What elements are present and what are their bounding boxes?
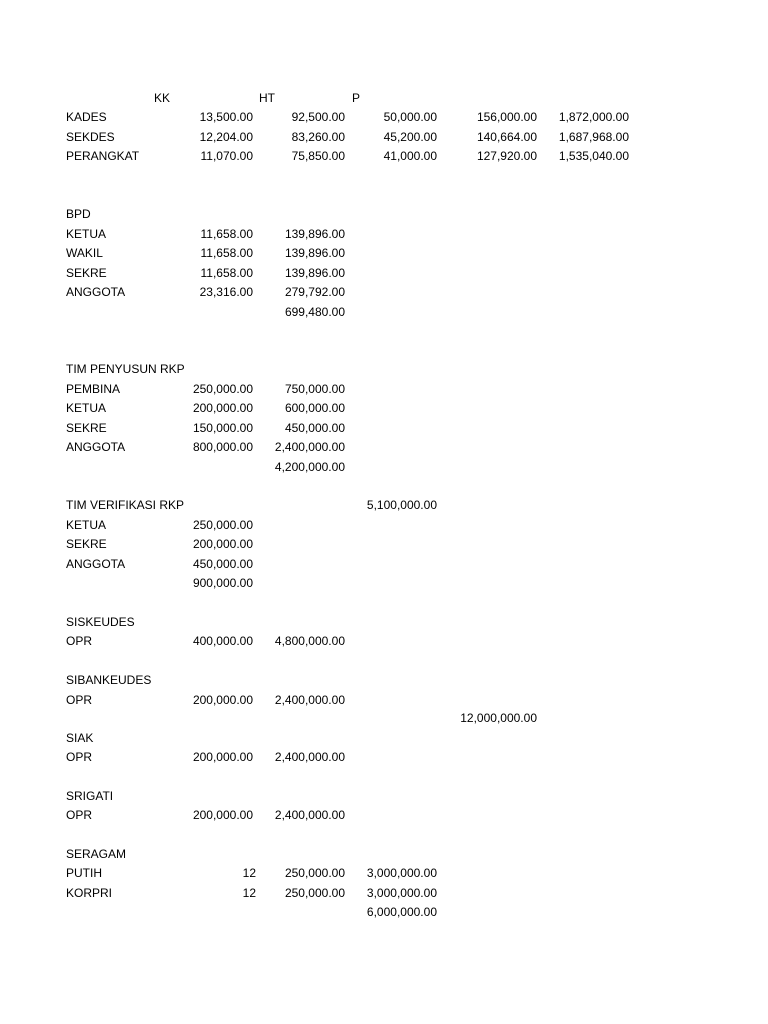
table-row bbox=[0, 886, 768, 906]
value-cell: 92,500.00 bbox=[291, 110, 345, 124]
table-row bbox=[0, 401, 768, 421]
section-title: TIM VERIFIKASI RKP bbox=[66, 498, 185, 512]
table-row bbox=[0, 382, 768, 402]
table-row bbox=[0, 227, 768, 247]
row-label: OPR bbox=[66, 808, 93, 822]
section-title: TIM PENYUSUN RKP bbox=[66, 362, 185, 376]
row-label: KETUA bbox=[66, 226, 107, 241]
section-title-row bbox=[0, 498, 768, 518]
value-cell: 400,000.00 bbox=[192, 634, 253, 648]
header-row bbox=[0, 91, 768, 111]
value-cell: 600,000.00 bbox=[284, 401, 345, 415]
value-cell: 23,316.00 bbox=[199, 285, 253, 299]
section-value: 5,100,000.00 bbox=[366, 498, 437, 512]
table-row bbox=[0, 149, 768, 169]
value-cell: 250,000.00 bbox=[284, 885, 345, 900]
row-label: SEKDES bbox=[66, 129, 115, 144]
value-cell: 139,896.00 bbox=[284, 226, 345, 241]
section-title: BPD bbox=[66, 207, 91, 221]
value-cell: 250,000.00 bbox=[192, 381, 253, 396]
row-label: OPR bbox=[66, 750, 93, 764]
table-row bbox=[0, 634, 768, 654]
table-row bbox=[0, 866, 768, 886]
value-cell: 11,658.00 bbox=[200, 246, 253, 260]
section-title-row bbox=[0, 673, 768, 693]
table-row bbox=[0, 537, 768, 557]
value-cell: 139,896.00 bbox=[284, 246, 345, 260]
total-cell: 6,000,000.00 bbox=[366, 905, 437, 919]
table-row bbox=[0, 557, 768, 577]
row-label: OPR bbox=[66, 692, 93, 707]
header-kk: KK bbox=[154, 91, 171, 105]
table-row bbox=[0, 750, 768, 770]
row-label: SEKRE bbox=[66, 265, 107, 280]
value-cell: 11,070.00 bbox=[200, 149, 253, 163]
value-cell: 200,000.00 bbox=[192, 537, 253, 551]
value-cell: 139,896.00 bbox=[284, 265, 345, 280]
section-title: SERAGAM bbox=[66, 846, 127, 861]
value-cell: 4,800,000.00 bbox=[274, 634, 345, 648]
row-label: PEMBINA bbox=[66, 381, 121, 396]
value-cell: 150,000.00 bbox=[192, 420, 253, 435]
section-title-row bbox=[0, 615, 768, 635]
table-row bbox=[0, 246, 768, 266]
section-title: SIAK bbox=[66, 730, 94, 745]
value-cell: 75,850.00 bbox=[291, 149, 345, 163]
value-cell: 83,260.00 bbox=[291, 129, 345, 144]
section-title-row bbox=[0, 362, 768, 382]
section-title-row bbox=[0, 731, 768, 751]
value-cell: 156,000.00 bbox=[476, 110, 537, 124]
value-cell: 127,920.00 bbox=[476, 149, 537, 163]
value-cell: 1,687,968.00 bbox=[558, 129, 629, 144]
row-label: KETUA bbox=[66, 517, 107, 532]
value-cell: 200,000.00 bbox=[192, 750, 253, 764]
row-label: OPR bbox=[66, 634, 93, 648]
value-cell: 45,200.00 bbox=[383, 129, 437, 144]
table-row bbox=[0, 110, 768, 130]
table-row bbox=[0, 130, 768, 150]
header-p: P bbox=[352, 91, 361, 105]
total-cell: 4,200,000.00 bbox=[274, 459, 345, 474]
value-cell: 41,000.00 bbox=[383, 149, 437, 163]
quantity-cell: 12 bbox=[242, 866, 256, 880]
value-cell: 3,000,000.00 bbox=[366, 885, 437, 900]
value-cell: 2,400,000.00 bbox=[274, 750, 345, 764]
total-row bbox=[0, 905, 768, 925]
table-row bbox=[0, 421, 768, 441]
row-label: ANGGOTA bbox=[66, 556, 126, 571]
table-row bbox=[0, 440, 768, 460]
row-label: PUTIH bbox=[66, 866, 102, 880]
grand-total-cell: 12,000,000.00 bbox=[460, 711, 537, 725]
value-cell: 12,204.00 bbox=[199, 129, 253, 144]
total-cell: 699,480.00 bbox=[284, 304, 345, 319]
table-row bbox=[0, 693, 768, 713]
table-row bbox=[0, 266, 768, 286]
total-row bbox=[0, 305, 768, 325]
section-title-row bbox=[0, 789, 768, 809]
value-cell: 13,500.00 bbox=[199, 110, 253, 124]
value-cell: 3,000,000.00 bbox=[366, 866, 437, 880]
value-cell: 2,400,000.00 bbox=[274, 808, 345, 822]
row-label: KORPRI bbox=[66, 885, 113, 900]
value-cell: 1,872,000.00 bbox=[558, 110, 629, 124]
value-cell: 200,000.00 bbox=[192, 808, 253, 822]
value-cell: 450,000.00 bbox=[192, 556, 253, 571]
table-row bbox=[0, 285, 768, 305]
total-row bbox=[0, 460, 768, 480]
section-title: SRIGATI bbox=[66, 788, 114, 803]
row-label: SEKRE bbox=[66, 420, 107, 435]
row-label: SEKRE bbox=[66, 537, 107, 551]
total-cell: 900,000.00 bbox=[192, 576, 253, 590]
value-cell: 2,400,000.00 bbox=[274, 440, 345, 454]
value-cell: 1,535,040.00 bbox=[558, 149, 629, 163]
table-row bbox=[0, 518, 768, 538]
value-cell: 800,000.00 bbox=[192, 440, 253, 454]
value-cell: 250,000.00 bbox=[284, 866, 345, 880]
row-label: WAKIL bbox=[66, 246, 103, 260]
section-title-row bbox=[0, 207, 768, 227]
value-cell: 11,658.00 bbox=[200, 226, 253, 241]
section-title-row bbox=[0, 847, 768, 867]
quantity-cell: 12 bbox=[242, 885, 256, 900]
value-cell: 450,000.00 bbox=[284, 420, 345, 435]
total-row bbox=[0, 711, 768, 731]
value-cell: 279,792.00 bbox=[284, 285, 345, 299]
row-label: ANGGOTA bbox=[66, 285, 126, 299]
row-label: KADES bbox=[66, 110, 107, 124]
section-title: SIBANKEUDES bbox=[66, 673, 152, 687]
value-cell: 250,000.00 bbox=[192, 517, 253, 532]
row-label: KETUA bbox=[66, 401, 107, 415]
value-cell: 11,658.00 bbox=[200, 265, 253, 280]
row-label: ANGGOTA bbox=[66, 440, 126, 454]
value-cell: 50,000.00 bbox=[383, 110, 437, 124]
section-title: SISKEUDES bbox=[66, 614, 135, 629]
value-cell: 2,400,000.00 bbox=[274, 692, 345, 707]
value-cell: 750,000.00 bbox=[284, 381, 345, 396]
value-cell: 200,000.00 bbox=[192, 401, 253, 415]
row-label: PERANGKAT bbox=[66, 149, 140, 163]
table-row bbox=[0, 808, 768, 828]
value-cell: 200,000.00 bbox=[192, 692, 253, 707]
value-cell: 140,664.00 bbox=[476, 129, 537, 144]
total-row bbox=[0, 576, 768, 596]
header-ht: HT bbox=[259, 91, 275, 105]
